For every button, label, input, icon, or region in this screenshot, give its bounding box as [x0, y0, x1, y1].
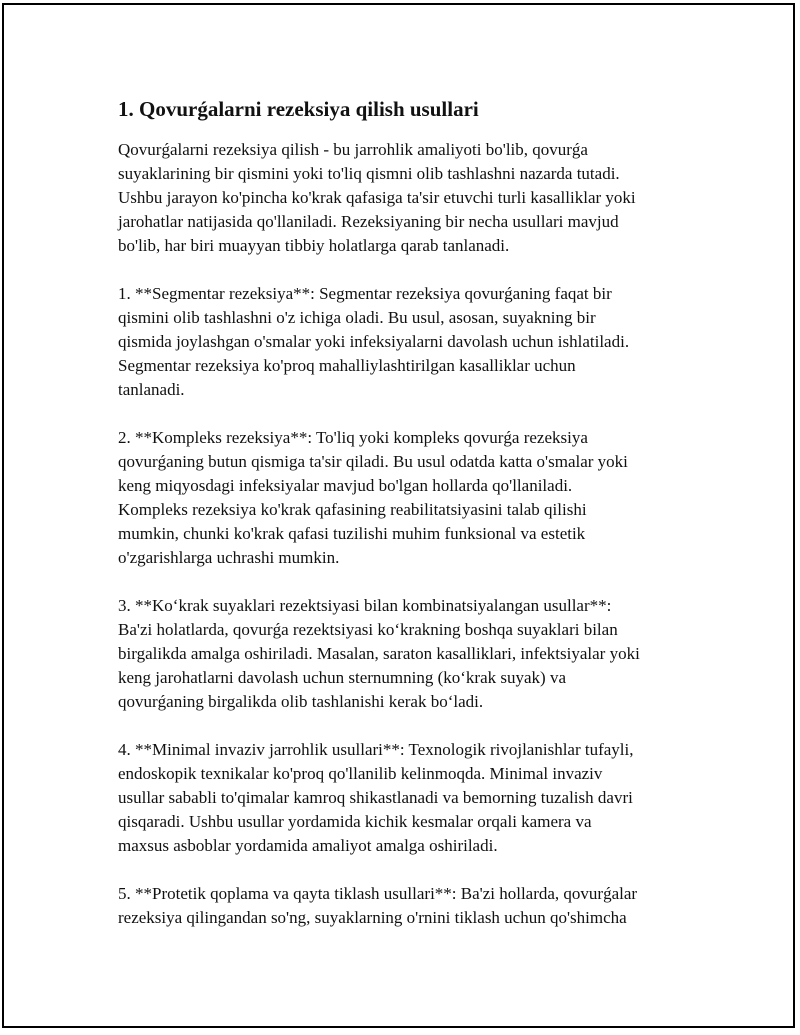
- text-line: qismini olib tashlashni o'z ichiga oladi. Bu usul, asosan, suyakning bir: [118, 308, 596, 327]
- text-line: maxsus asboblar yordamida amaliyot amalga oshiriladi.: [118, 836, 498, 855]
- text-line: Ushbu jarayon ko'pincha ko'krak qafasiga ta'sir etuvchi turli kasalliklar yoki: [118, 188, 636, 207]
- paragraph-item-1: [118, 282, 698, 402]
- text-line: 3. **Ko‘krak suyaklari rezektsiyasi bilan kombinatsiyalangan usullar**:: [118, 596, 612, 615]
- text-line: birgalikda amalga oshiriladi. Masalan, saraton kasalliklari, infektsiyalar yoki: [118, 644, 640, 663]
- text-line: 1. **Segmentar rezeksiya**: Segmentar rezeksiya qovurǵaning faqat bir: [118, 284, 612, 303]
- text-line: Ba'zi holatlarda, qovurǵa rezektsiyasi ko‘krakning boshqa suyaklari bilan: [118, 620, 618, 639]
- text-line: qisqaradi. Ushbu usullar yordamida kichik kesmalar orqali kamera va: [118, 812, 592, 831]
- paragraph-item-3: [118, 594, 698, 714]
- text-line: keng jarohatlarni davolash uchun sternumning (ko‘krak suyak) va: [118, 668, 567, 687]
- paragraph-item-2: [118, 426, 698, 570]
- text-line: 2. **Kompleks rezeksiya**: To'liq yoki kompleks qovurǵa rezeksiya: [118, 428, 588, 447]
- text-line: Qovurǵalarni rezeksiya qilish - bu jarrohlik amaliyoti bo'lib, qovurǵa: [118, 140, 588, 159]
- text-line: 5. **Protetik qoplama va qayta tiklash usullari**: Ba'zi hollarda, qovurǵalar: [118, 884, 638, 903]
- text-line: qovurǵaning butun qismiga ta'sir qiladi. Bu usul odatda katta o'smalar yoki: [118, 452, 628, 471]
- text-line: 4. **Minimal invaziv jarrohlik usullari**: Texnologik rivojlanishlar tufayli,: [118, 740, 634, 759]
- text-line: tanlanadi.: [118, 380, 185, 399]
- text-line: Kompleks rezeksiya ko'krak qafasining reabilitatsiyasini talab qilishi: [118, 500, 587, 519]
- paragraph-intro: [118, 138, 698, 258]
- paragraph-item-4: [118, 738, 698, 858]
- text-line: bo'lib, har biri muayyan tibbiy holatlarga qarab tanlanadi.: [118, 236, 510, 255]
- text-line: qismida joylashgan o'smalar yoki infeksiyalarni davolash uchun ishlatiladi.: [118, 332, 630, 351]
- section-heading: 1. Qovurǵalarni rezeksiya qilish usullari: [118, 97, 479, 121]
- text-line: keng miqyosdagi infeksiyalar mavjud bo'lgan hollarda qo'llaniladi.: [118, 476, 573, 495]
- text-line: mumkin, chunki ko'krak qafasi tuzilishi muhim funksional va estetik: [118, 524, 586, 543]
- text-line: qovurǵaning birgalikda olib tashlanishi kerak bo‘ladi.: [118, 692, 484, 711]
- document-page: [118, 96, 698, 954]
- text-line: usullar sababli to'qimalar kamroq shikastlanadi va bemorning tuzalish davri: [118, 788, 633, 807]
- document-body: [118, 138, 698, 930]
- text-line: jarohatlar natijasida qo'llaniladi. Rezeksiyaning bir necha usullari mavjud: [118, 212, 619, 231]
- text-line: rezeksiya qilingandan so'ng, suyaklarning o'rnini tiklash uchun qo'shimcha: [118, 908, 627, 927]
- text-line: suyaklarining bir qismini yoki to'liq qismni olib tashlashni nazarda tutadi.: [118, 164, 620, 183]
- text-line: endoskopik texnikalar ko'proq qo'llanilib kelinmoqda. Minimal invaziv: [118, 764, 603, 783]
- paragraph-item-5: [118, 882, 698, 930]
- text-line: Segmentar rezeksiya ko'proq mahalliylashtirilgan kasalliklar uchun: [118, 356, 576, 375]
- text-line: o'zgarishlarga uchrashi mumkin.: [118, 548, 340, 567]
